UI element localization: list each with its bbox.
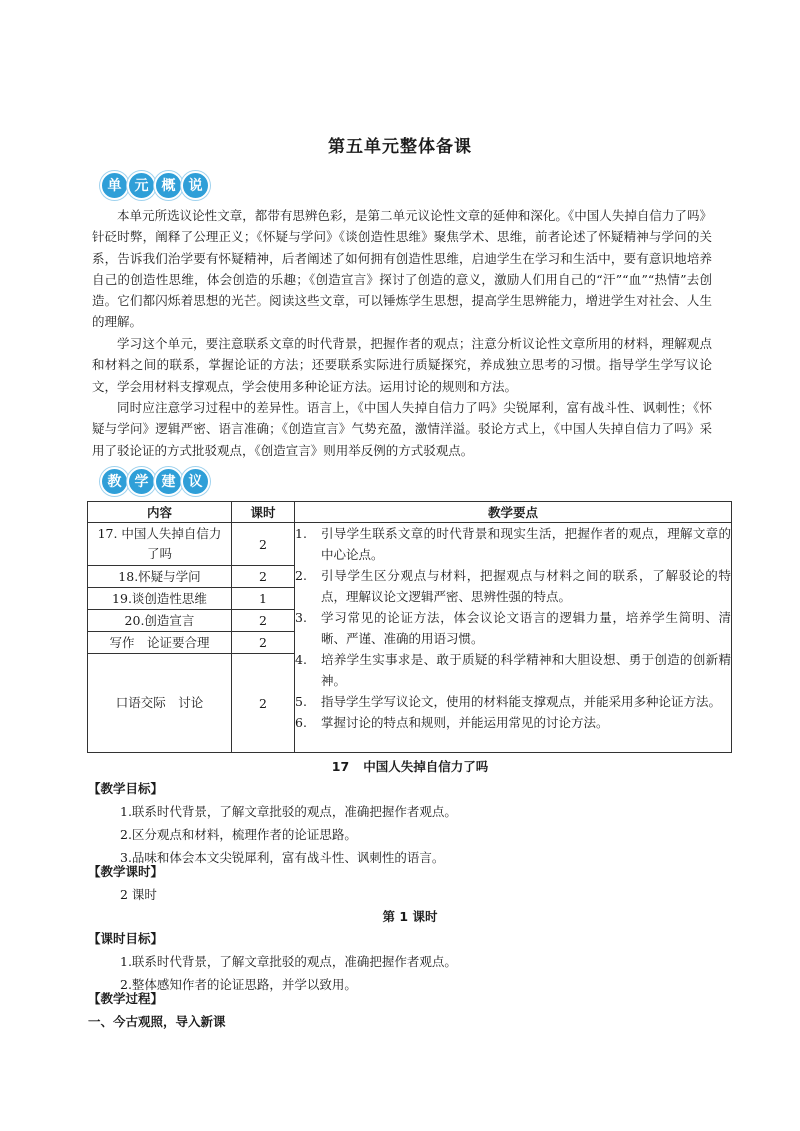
key-point — [295, 712, 731, 733]
overview-paragraph-1: 本单元所选议论性文章，都带有思辨色彩，是第二单元议论性文章的延伸和深化。《中国人失掉自信力了吗》针砭时弊，阐释了公理正义；《怀疑与学问》《谈创造性思维》聚焦学术、思维，前者论述了怀疑精神与学问的关系，告诉我们治学要有怀疑精神，后者阐述了如何拥有创造性思维，启迪学生在学习和生活中，要有意识地培养自己的创造性思维，体会创造的乐趣；《创造宣言》探讨了创造的意义，激励人们用自己的“汗”“血”“热情”去创造。它们都闪烁着思想的光芒。阅读这些文章，可以锤炼学生思想，提高学生思辨能力，增进学生对社会、人生的理解。 — [92, 208, 712, 330]
row-content: 17. 中国人失掉自信力了吗 — [88, 523, 232, 566]
period-goal-item: 2.整体感知作者的论证思路，并学以致用。 — [120, 977, 357, 992]
unit-overview-badge — [100, 170, 208, 200]
goal-item: 2.区分观点和材料，梳理作者的论证思路。 — [120, 827, 357, 842]
key-point — [295, 565, 731, 607]
process-heading: 【教学过程】 — [88, 991, 164, 1006]
key-point-text: 学习常见的论证方法，体会议论文语言的逻辑力量，培养学生简明、清晰、严谨、准确的用语习惯。 — [321, 610, 731, 646]
row-hours: 2 — [232, 566, 295, 588]
row-content: 19.谈创造性思维 — [88, 588, 232, 610]
page-title: 第五单元整体备课 — [328, 137, 472, 157]
key-point-text: 掌握讨论的特点和规则，并能运用常见的讨论方法。 — [321, 715, 609, 730]
key-point-text: 培养学生实事求是、敢于质疑的科学精神和大胆设想、勇于创造的创新精神。 — [321, 652, 731, 688]
table-row — [88, 523, 732, 566]
row-hours: 2 — [232, 610, 295, 632]
key-point-number: 4. — [295, 652, 307, 667]
badge-char: 元 — [127, 171, 156, 200]
key-points-cell — [295, 523, 732, 753]
periods-value: 2 课时 — [120, 887, 157, 902]
key-point-text: 指导学生学写议论文，使用的材料能支撑观点，并能采用多种论证方法。 — [321, 694, 722, 709]
row-hours: 2 — [232, 654, 295, 753]
badge-char: 概 — [154, 171, 183, 200]
key-point-number: 6. — [295, 715, 307, 730]
badge-char: 教 — [100, 467, 129, 496]
key-point — [295, 649, 731, 691]
periods-heading: 【教学课时】 — [88, 864, 164, 879]
period-goals-heading: 【课时目标】 — [88, 931, 164, 946]
badge-char: 单 — [100, 171, 129, 200]
badge-char: 说 — [181, 171, 210, 200]
badge-char: 学 — [127, 467, 156, 496]
row-hours: 1 — [232, 588, 295, 610]
key-point — [295, 607, 731, 649]
teaching-plan-table — [87, 501, 732, 753]
period-goal-item: 1.联系时代背景，了解文章批驳的观点，准确把握作者观点。 — [120, 954, 457, 969]
key-point-number: 2. — [295, 568, 307, 583]
row-content: 18.怀疑与学问 — [88, 566, 232, 588]
badge-char: 议 — [181, 467, 210, 496]
key-point — [295, 523, 731, 565]
lesson-name: 中国人失掉自信力了吗 — [363, 759, 489, 774]
goal-item: 3.品味和体会本文尖锐犀利，富有战斗性、讽刺性的语言。 — [120, 850, 445, 865]
key-point — [295, 691, 731, 712]
lesson-title — [0, 757, 800, 775]
key-point-number: 3. — [295, 610, 307, 625]
row-hours: 2 — [232, 632, 295, 654]
goal-item: 1.联系时代背景，了解文章批驳的观点，准确把握作者观点。 — [120, 804, 457, 819]
key-point-text: 引导学生联系文章的时代背景和现实生活，把握作者的观点，理解文章的中心论点。 — [321, 526, 731, 562]
period-title: 第 1 课时 — [382, 909, 438, 924]
table-header-row — [88, 502, 732, 523]
key-point-text: 引导学生区分观点与材料，把握观点与材料之间的联系，了解驳论的特点，理解议论文逻辑严密、思辨性强的特点。 — [321, 568, 731, 604]
lesson-number: 17 — [331, 759, 350, 774]
row-content: 写作 论证要合理 — [88, 632, 232, 654]
badge-char: 建 — [154, 467, 183, 496]
overview-paragraph-2: 学习这个单元，要注意联系文章的时代背景，把握作者的观点；注意分析议论性文章所用的材料，理解观点和材料之间的联系，掌握论证的方法；还要联系实际进行质疑探究，养成独立思考的习惯。指导学生学写议论文，学会用材料支撑观点，学会使用多种论证方法。运用讨论的规则和方法。 — [92, 336, 712, 394]
header-key-points: 教学要点 — [295, 502, 732, 523]
row-content: 20.创造宣言 — [88, 610, 232, 632]
header-content: 内容 — [88, 502, 232, 523]
row-content: 口语交际 讨论 — [88, 654, 232, 753]
teaching-suggestions-badge — [100, 466, 208, 496]
row-hours: 2 — [232, 523, 295, 566]
key-point-number: 5. — [295, 694, 307, 709]
overview-paragraph-3: 同时应注意学习过程中的差异性。语言上，《中国人失掉自信力了吗》尖锐犀利，富有战斗性、讽刺性；《怀疑与学问》逻辑严密、语言准确；《创造宣言》气势充盈，激情洋溢。驳论方式上，《中国人失掉自信力了吗》采用了驳论证的方式批驳观点，《创造宣言》则用举反例的方式驳观点。 — [92, 400, 712, 458]
goals-heading: 【教学目标】 — [88, 781, 164, 796]
header-hours: 课时 — [232, 502, 295, 523]
key-point-number: 1. — [295, 526, 307, 541]
step-heading: 一、今古观照，导入新课 — [88, 1014, 226, 1029]
